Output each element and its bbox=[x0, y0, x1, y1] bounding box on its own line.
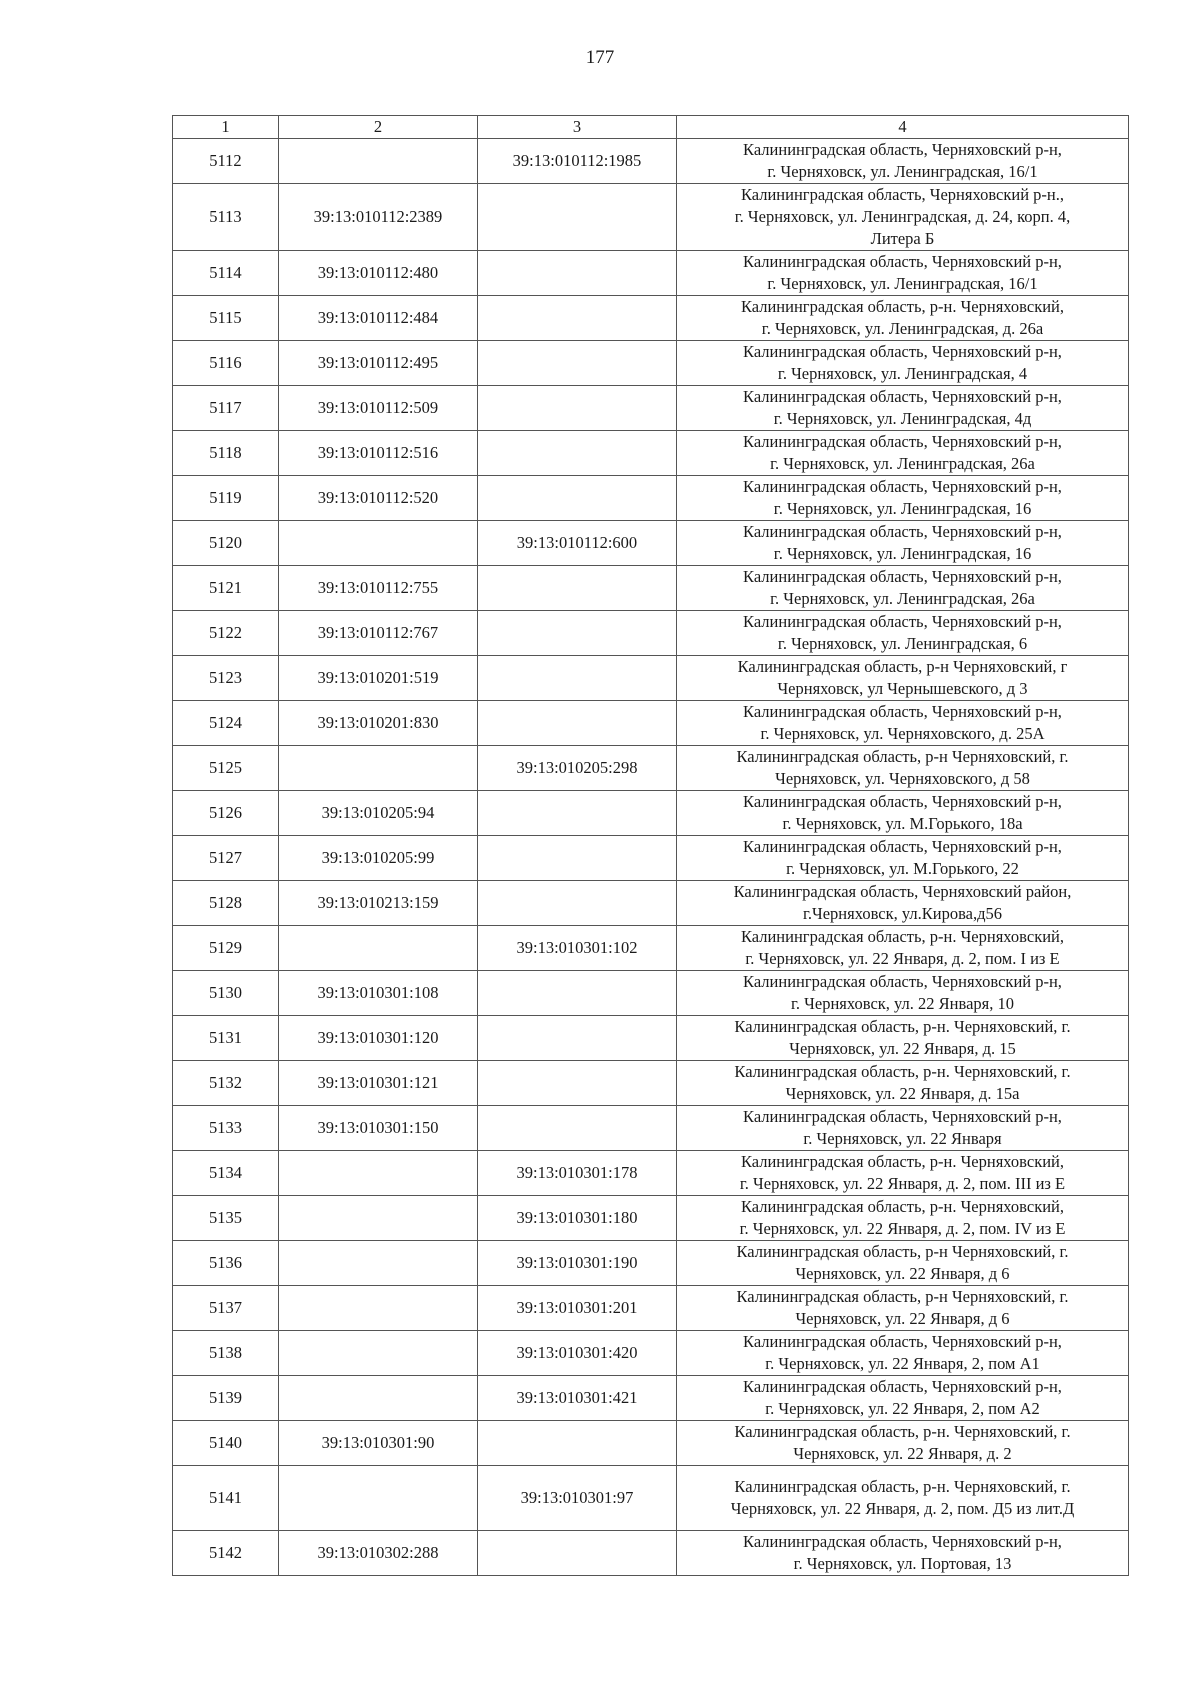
table-row bbox=[173, 746, 1129, 791]
table-row bbox=[173, 926, 1129, 971]
cadastral-number-cell bbox=[478, 431, 677, 476]
row-number-cell: 5114 bbox=[173, 251, 279, 296]
cadastral-number-cell: 39:13:010112:600 bbox=[478, 521, 677, 566]
table-row bbox=[173, 1331, 1129, 1376]
address-cell: Калининградская область, р-н. Черняховский, г. Черняховск, ул. 22 Января, д. 2 bbox=[677, 1421, 1129, 1466]
address-cell: Калининградская область, Черняховский р-н, г. Черняховск, ул. Ленинградская, 16/1 bbox=[677, 251, 1129, 296]
row-number-cell: 5140 bbox=[173, 1421, 279, 1466]
cadastral-number-cell bbox=[478, 1061, 677, 1106]
cadastral-number-cell: 39:13:010201:830 bbox=[279, 701, 478, 746]
page-number: 177 bbox=[585, 47, 615, 68]
cadastral-number-cell: 39:13:010301:180 bbox=[478, 1196, 677, 1241]
address-cell: Калининградская область, Черняховский р-н, г. Черняховск, ул. Ленинградская, 26а bbox=[677, 566, 1129, 611]
table-row bbox=[173, 1531, 1129, 1576]
cadastral-number-cell: 39:13:010205:99 bbox=[279, 836, 478, 881]
table-row bbox=[173, 791, 1129, 836]
table-row bbox=[173, 566, 1129, 611]
row-number-cell: 5129 bbox=[173, 926, 279, 971]
table-row bbox=[173, 881, 1129, 926]
address-cell: Калининградская область, Черняховский р-н, г. Черняховск, ул. 22 Января bbox=[677, 1106, 1129, 1151]
table-row bbox=[173, 341, 1129, 386]
cadastral-number-cell: 39:13:010301:420 bbox=[478, 1331, 677, 1376]
row-number-cell: 5116 bbox=[173, 341, 279, 386]
address-cell: Калининградская область, р-н Черняховский, г. Черняховск, ул. Черняховского, д 58 bbox=[677, 746, 1129, 791]
cadastral-number-cell: 39:13:010205:94 bbox=[279, 791, 478, 836]
address-cell: Калининградская область, Черняховский р-н, г. Черняховск, ул. 22 Января, 10 bbox=[677, 971, 1129, 1016]
cadastral-number-cell bbox=[478, 1016, 677, 1061]
table-row bbox=[173, 431, 1129, 476]
cadastral-number-cell bbox=[478, 184, 677, 251]
table-row bbox=[173, 1196, 1129, 1241]
table-row bbox=[173, 1241, 1129, 1286]
cadastral-number-cell: 39:13:010112:484 bbox=[279, 296, 478, 341]
row-number-cell: 5113 bbox=[173, 184, 279, 251]
address-cell: Калининградская область, р-н. Черняховский, г. Черняховск, ул. Ленинградская, д. 26а bbox=[677, 296, 1129, 341]
cadastral-number-cell bbox=[478, 836, 677, 881]
address-cell: Калининградская область, Черняховский район, г.Черняховск, ул.Кирова,д56 bbox=[677, 881, 1129, 926]
cadastral-number-cell bbox=[279, 521, 478, 566]
cadastral-number-cell: 39:13:010112:767 bbox=[279, 611, 478, 656]
cadastral-number-cell: 39:13:010301:102 bbox=[478, 926, 677, 971]
registry-table bbox=[172, 115, 1129, 1576]
address-cell: Калининградская область, р-н. Черняховский, г. Черняховск, ул. 22 Января, д. 2, пом. Д5 из лит.Д bbox=[677, 1466, 1129, 1531]
address-cell: Калининградская область, р-н Черняховский, г. Черняховск, ул. 22 Января, д 6 bbox=[677, 1286, 1129, 1331]
address-cell: Калининградская область, р-н. Черняховский, г. Черняховск, ул. 22 Января, д. 15 bbox=[677, 1016, 1129, 1061]
cadastral-number-cell bbox=[478, 791, 677, 836]
row-number-cell: 5124 bbox=[173, 701, 279, 746]
cadastral-number-cell: 39:13:010301:97 bbox=[478, 1466, 677, 1531]
row-number-cell: 5121 bbox=[173, 566, 279, 611]
address-cell: Калининградская область, Черняховский р-н, г. Черняховск, ул. М.Горького, 18а bbox=[677, 791, 1129, 836]
cadastral-number-cell: 39:13:010301:150 bbox=[279, 1106, 478, 1151]
cadastral-number-cell: 39:13:010301:108 bbox=[279, 971, 478, 1016]
row-number-cell: 5132 bbox=[173, 1061, 279, 1106]
cadastral-number-cell: 39:13:010112:755 bbox=[279, 566, 478, 611]
table-row bbox=[173, 611, 1129, 656]
cadastral-number-cell bbox=[279, 1241, 478, 1286]
cadastral-number-cell bbox=[478, 1106, 677, 1151]
column-header-2: 2 bbox=[279, 116, 478, 139]
cadastral-number-cell: 39:13:010301:201 bbox=[478, 1286, 677, 1331]
table-row bbox=[173, 251, 1129, 296]
cadastral-number-cell bbox=[279, 1196, 478, 1241]
cadastral-number-cell bbox=[478, 566, 677, 611]
table-row bbox=[173, 971, 1129, 1016]
table-row bbox=[173, 1106, 1129, 1151]
row-number-cell: 5112 bbox=[173, 139, 279, 184]
row-number-cell: 5122 bbox=[173, 611, 279, 656]
address-cell: Калининградская область, Черняховский р-н, г. Черняховск, ул. Ленинградская, 4 bbox=[677, 341, 1129, 386]
row-number-cell: 5127 bbox=[173, 836, 279, 881]
row-number-cell: 5126 bbox=[173, 791, 279, 836]
address-cell: Калининградская область, Черняховский р-н, г. Черняховск, ул. М.Горького, 22 bbox=[677, 836, 1129, 881]
cadastral-number-cell: 39:13:010301:120 bbox=[279, 1016, 478, 1061]
row-number-cell: 5118 bbox=[173, 431, 279, 476]
address-cell: Калининградская область, Черняховский р-н, г. Черняховск, ул. Портовая, 13 bbox=[677, 1531, 1129, 1576]
cadastral-number-cell bbox=[478, 701, 677, 746]
table-row bbox=[173, 184, 1129, 251]
cadastral-number-cell bbox=[279, 926, 478, 971]
cadastral-number-cell: 39:13:010301:421 bbox=[478, 1376, 677, 1421]
cadastral-number-cell bbox=[478, 476, 677, 521]
address-cell: Калининградская область, Черняховский р-н, г. Черняховск, ул. Ленинградская, 6 bbox=[677, 611, 1129, 656]
cadastral-number-cell bbox=[478, 611, 677, 656]
cadastral-number-cell bbox=[478, 386, 677, 431]
table-row bbox=[173, 139, 1129, 184]
row-number-cell: 5139 bbox=[173, 1376, 279, 1421]
address-cell: Калининградская область, Черняховский р-н, г. Черняховск, ул. Ленинградская, 16 bbox=[677, 476, 1129, 521]
table-row bbox=[173, 521, 1129, 566]
table-row bbox=[173, 1376, 1129, 1421]
row-number-cell: 5137 bbox=[173, 1286, 279, 1331]
row-number-cell: 5125 bbox=[173, 746, 279, 791]
row-number-cell: 5142 bbox=[173, 1531, 279, 1576]
cadastral-number-cell bbox=[279, 1376, 478, 1421]
cadastral-number-cell bbox=[478, 296, 677, 341]
table-row bbox=[173, 1016, 1129, 1061]
table-row bbox=[173, 476, 1129, 521]
cadastral-number-cell bbox=[478, 251, 677, 296]
cadastral-number-cell: 39:13:010301:178 bbox=[478, 1151, 677, 1196]
table-row bbox=[173, 656, 1129, 701]
table-body bbox=[173, 139, 1129, 1576]
row-number-cell: 5130 bbox=[173, 971, 279, 1016]
cadastral-number-cell: 39:13:010112:495 bbox=[279, 341, 478, 386]
address-cell: Калининградская область, Черняховский р-н, г. Черняховск, ул. Ленинградская, 16/1 bbox=[677, 139, 1129, 184]
row-number-cell: 5131 bbox=[173, 1016, 279, 1061]
table-row bbox=[173, 1061, 1129, 1106]
address-cell: Калининградская область, р-н Черняховский, г. Черняховск, ул. 22 Января, д 6 bbox=[677, 1241, 1129, 1286]
cadastral-number-cell bbox=[478, 971, 677, 1016]
cadastral-number-cell bbox=[279, 1151, 478, 1196]
column-header-3: 3 bbox=[478, 116, 677, 139]
row-number-cell: 5123 bbox=[173, 656, 279, 701]
row-number-cell: 5135 bbox=[173, 1196, 279, 1241]
address-cell: Калининградская область, Черняховский р-н, г. Черняховск, ул. 22 Января, 2, пом А1 bbox=[677, 1331, 1129, 1376]
cadastral-number-cell: 39:13:010301:190 bbox=[478, 1241, 677, 1286]
table-row bbox=[173, 296, 1129, 341]
column-header-4: 4 bbox=[677, 116, 1129, 139]
cadastral-number-cell bbox=[478, 1531, 677, 1576]
row-number-cell: 5133 bbox=[173, 1106, 279, 1151]
cadastral-number-cell: 39:13:010201:519 bbox=[279, 656, 478, 701]
address-cell: Калининградская область, Черняховский р-н, г. Черняховск, ул. Ленинградская, 4д bbox=[677, 386, 1129, 431]
cadastral-number-cell bbox=[279, 1286, 478, 1331]
table-row bbox=[173, 1286, 1129, 1331]
address-cell: Калининградская область, Черняховский р-н, г. Черняховск, ул. Черняховского, д. 25А bbox=[677, 701, 1129, 746]
cadastral-number-cell bbox=[279, 746, 478, 791]
cadastral-number-cell bbox=[478, 656, 677, 701]
cadastral-number-cell bbox=[279, 139, 478, 184]
cadastral-number-cell: 39:13:010301:90 bbox=[279, 1421, 478, 1466]
address-cell: Калининградская область, р-н. Черняховский, г. Черняховск, ул. 22 Января, д. 2, пом. III из Е bbox=[677, 1151, 1129, 1196]
cadastral-number-cell: 39:13:010112:516 bbox=[279, 431, 478, 476]
address-cell: Калининградская область, Черняховский р-н, г. Черняховск, ул. Ленинградская, 16 bbox=[677, 521, 1129, 566]
address-cell: Калининградская область, Черняховский р-н, г. Черняховск, ул. Ленинградская, 26а bbox=[677, 431, 1129, 476]
cadastral-number-cell bbox=[478, 1421, 677, 1466]
cadastral-number-cell: 39:13:010112:1985 bbox=[478, 139, 677, 184]
row-number-cell: 5141 bbox=[173, 1466, 279, 1531]
table-row bbox=[173, 836, 1129, 881]
table-row bbox=[173, 1421, 1129, 1466]
cadastral-number-cell: 39:13:010302:288 bbox=[279, 1531, 478, 1576]
row-number-cell: 5119 bbox=[173, 476, 279, 521]
cadastral-number-cell bbox=[279, 1466, 478, 1531]
cadastral-number-cell: 39:13:010112:509 bbox=[279, 386, 478, 431]
address-cell: Калининградская область, р-н. Черняховский, г. Черняховск, ул. 22 Января, д. 2, пом. IV из Е bbox=[677, 1196, 1129, 1241]
row-number-cell: 5136 bbox=[173, 1241, 279, 1286]
row-number-cell: 5120 bbox=[173, 521, 279, 566]
address-cell: Калининградская область, р-н. Черняховский, г. Черняховск, ул. 22 Января, д. 15а bbox=[677, 1061, 1129, 1106]
address-cell: Калининградская область, р-н. Черняховский, г. Черняховск, ул. 22 Января, д. 2, пом. I из Е bbox=[677, 926, 1129, 971]
column-header-1: 1 bbox=[173, 116, 279, 139]
cadastral-number-cell: 39:13:010112:520 bbox=[279, 476, 478, 521]
row-number-cell: 5134 bbox=[173, 1151, 279, 1196]
cadastral-number-cell: 39:13:010205:298 bbox=[478, 746, 677, 791]
table-row bbox=[173, 1466, 1129, 1531]
row-number-cell: 5128 bbox=[173, 881, 279, 926]
address-cell: Калининградская область, Черняховский р-н, г. Черняховск, ул. 22 Января, 2, пом А2 bbox=[677, 1376, 1129, 1421]
cadastral-number-cell: 39:13:010301:121 bbox=[279, 1061, 478, 1106]
cadastral-number-cell bbox=[478, 881, 677, 926]
row-number-cell: 5138 bbox=[173, 1331, 279, 1376]
table-row bbox=[173, 701, 1129, 746]
cadastral-number-cell: 39:13:010112:2389 bbox=[279, 184, 478, 251]
table-row bbox=[173, 386, 1129, 431]
address-cell: Калининградская область, р-н Черняховский, г Черняховск, ул Чернышевского, д 3 bbox=[677, 656, 1129, 701]
row-number-cell: 5115 bbox=[173, 296, 279, 341]
cadastral-number-cell: 39:13:010213:159 bbox=[279, 881, 478, 926]
row-number-cell: 5117 bbox=[173, 386, 279, 431]
cadastral-number-cell bbox=[478, 341, 677, 386]
table-header-row bbox=[173, 116, 1129, 139]
address-cell: Калининградская область, Черняховский р-н., г. Черняховск, ул. Ленинградская, д. 24, корп. 4, Литера Б bbox=[677, 184, 1129, 251]
cadastral-number-cell bbox=[279, 1331, 478, 1376]
cadastral-number-cell: 39:13:010112:480 bbox=[279, 251, 478, 296]
table-row bbox=[173, 1151, 1129, 1196]
